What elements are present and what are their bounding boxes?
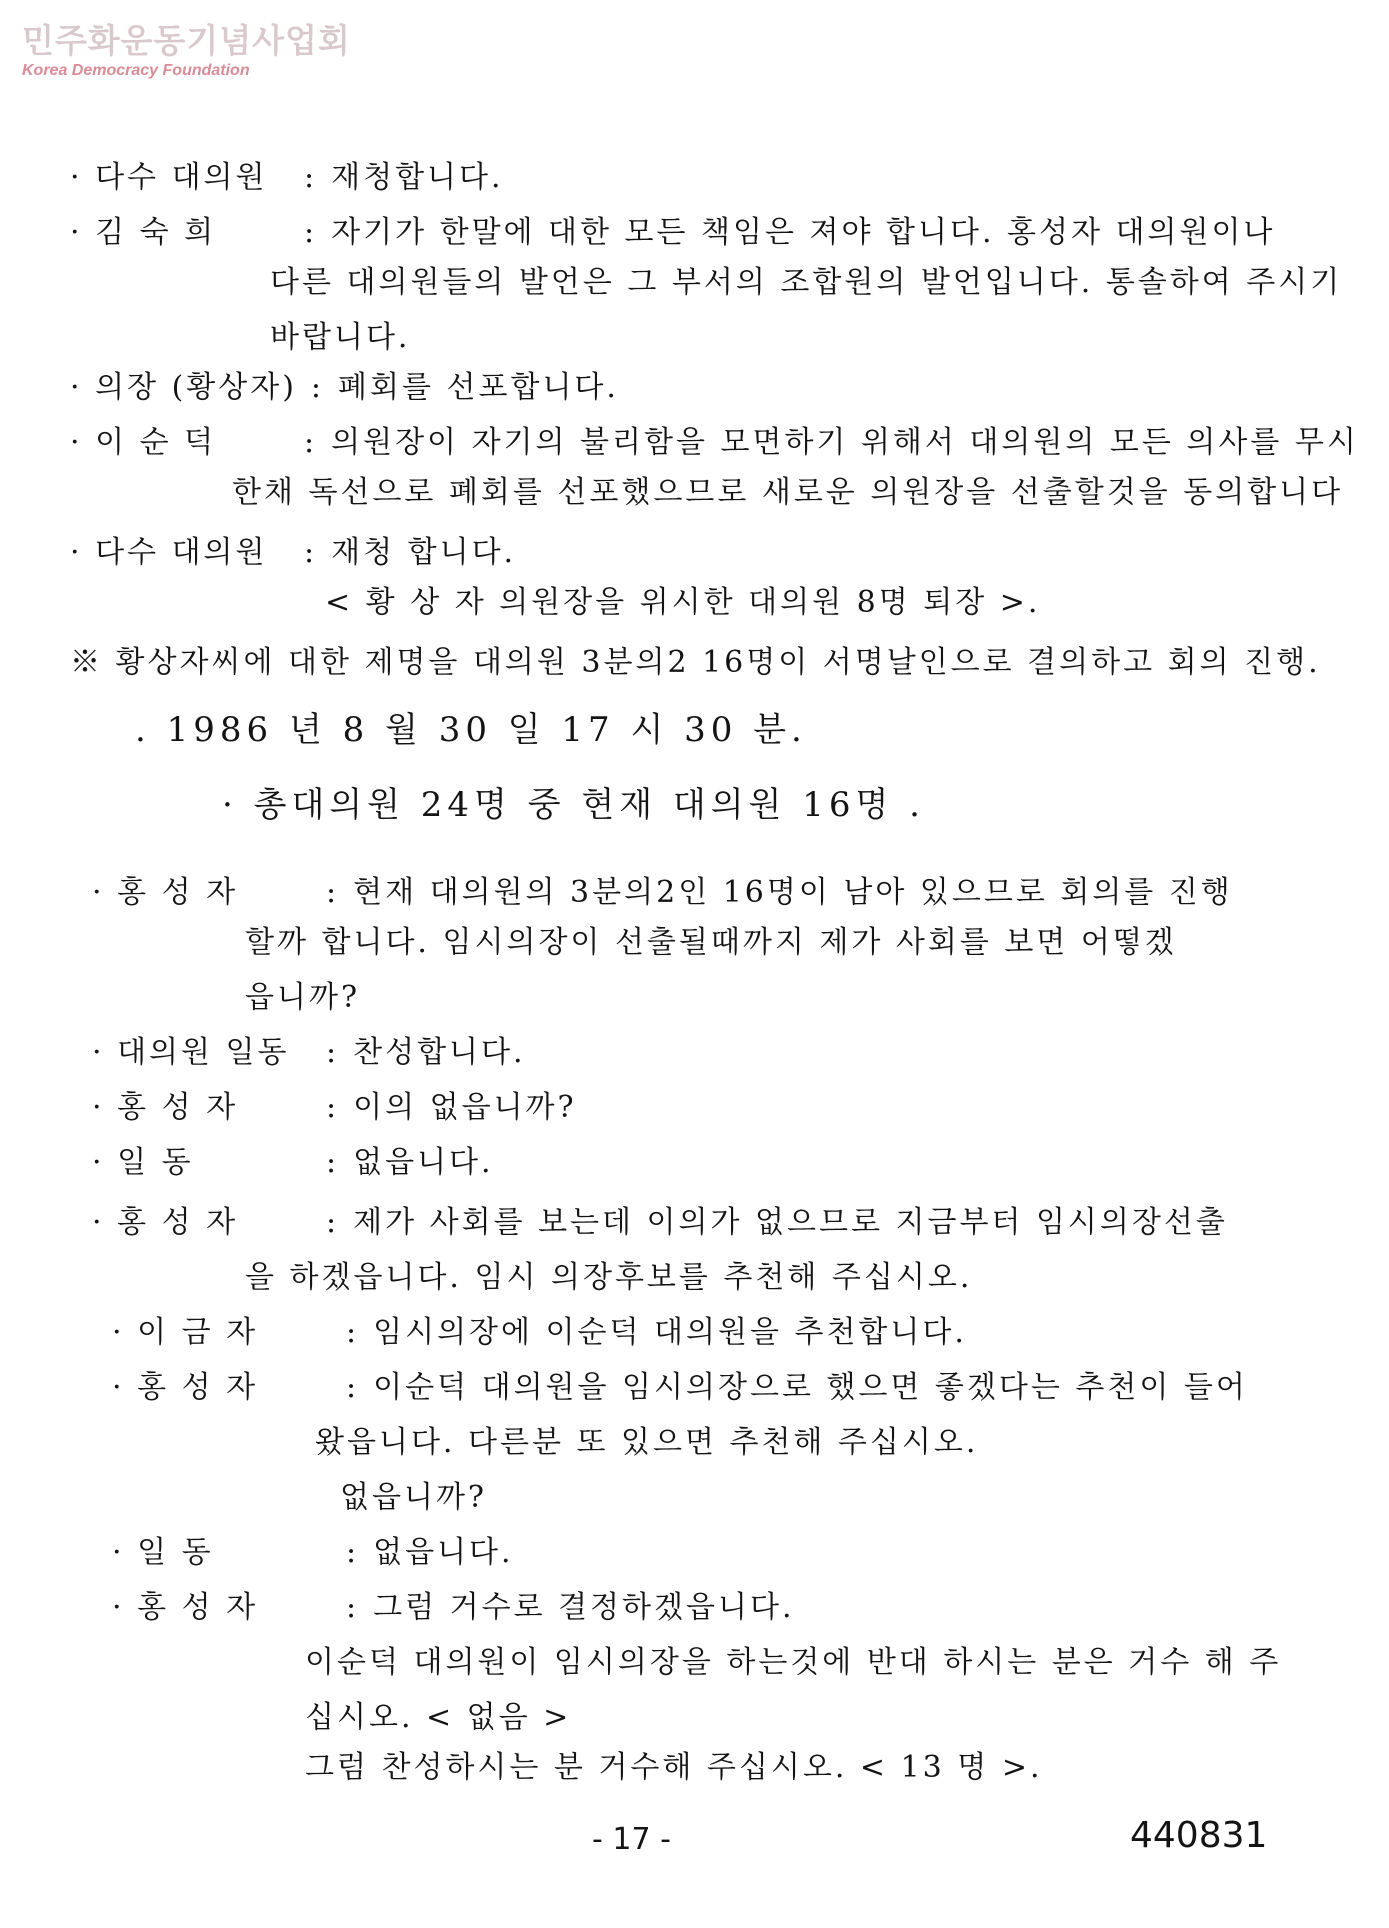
- speaker-separator: :: [346, 1315, 360, 1350]
- watermark: [22, 22, 351, 80]
- speaker-separator: :: [304, 425, 318, 460]
- speech-text: 임시의장에 이순덕 대의원을 추천합니다.: [373, 1315, 967, 1350]
- speech-text: 찬성합니다.: [353, 1035, 526, 1070]
- speech-text: 왔읍니다. 다른분 또 있으면 추천해 주십시오.: [315, 1425, 979, 1460]
- speaker-name: · 다수 대의원: [70, 535, 268, 570]
- minutes-line: [232, 473, 1343, 513]
- minutes-line: [70, 643, 1321, 683]
- speaker-separator: :: [346, 1590, 360, 1625]
- minutes-line: [245, 923, 1177, 963]
- speaker-name: · 김 숙 희: [70, 215, 217, 250]
- minutes-line: [270, 318, 410, 358]
- minutes-line: [305, 1643, 1281, 1683]
- minutes-line: [325, 583, 1040, 623]
- speaker-separator: :: [326, 1145, 340, 1180]
- speaker-separator: :: [304, 535, 318, 570]
- speaker-separator: :: [326, 1035, 340, 1070]
- speech-text: 바랍니다.: [270, 320, 411, 355]
- minutes-line: [92, 873, 1233, 913]
- speaker-separator: :: [304, 215, 318, 250]
- minutes-line: [92, 1203, 1228, 1243]
- speaker-name: · 이 금 자: [112, 1315, 259, 1350]
- minutes-line: [70, 368, 619, 408]
- speaker-name: · 다수 대의원: [70, 160, 268, 195]
- minutes-line: [315, 1423, 978, 1463]
- speech-text: 그럼 찬성하시는 분 거수해 주십시오. < 13 명 >.: [305, 1750, 1043, 1785]
- speaker-name: · 이 순 덕: [70, 425, 217, 460]
- speaker-separator: :: [326, 1205, 340, 1240]
- minutes-line: [112, 1313, 967, 1353]
- minutes-line: [92, 1143, 494, 1183]
- watermark-org-korean: 민주화운동기념사업회: [22, 21, 351, 60]
- speech-text: 없읍니까?: [340, 1480, 488, 1515]
- minutes-line: [92, 1088, 577, 1128]
- minutes-line: [92, 1033, 526, 1073]
- minutes-line: [135, 710, 807, 750]
- minutes-line: [112, 1533, 514, 1573]
- speech-text: 이순덕 대의원이 임시의장을 하는것에 반대 하시는 분은 거수 해 주: [305, 1645, 1282, 1680]
- speech-text: 을 하겠읍니다. 임시 의장후보를 추천해 주십시오.: [245, 1260, 973, 1295]
- minutes-line: [305, 1698, 571, 1738]
- speech-text: 없읍니다.: [353, 1145, 494, 1180]
- speech-text: . 1986 년 8 월 30 일 17 시 30 분.: [135, 710, 807, 750]
- speaker-separator: :: [346, 1535, 360, 1570]
- minutes-line: [112, 1588, 794, 1628]
- minutes-line: [245, 978, 360, 1018]
- speaker-separator: :: [326, 1090, 340, 1125]
- speaker-name: · 의장 (황상자): [70, 370, 297, 405]
- speaker-name: · 홍 성 자: [92, 875, 239, 910]
- speech-text: < 황 상 자 의원장을 위시한 대의원 8명 퇴장 >.: [325, 585, 1041, 620]
- speech-text: 현재 대의원의 3분의2인 16명이 남아 있으므로 회의를 진행: [353, 875, 1233, 910]
- speech-text: 할까 합니다. 임시의장이 선출될때까지 제가 사회를 보면 어떻겠: [245, 925, 1177, 960]
- speaker-name: · 일 동: [92, 1145, 194, 1180]
- speaker-separator: :: [346, 1370, 360, 1405]
- speech-text: ※ 황상자씨에 대한 제명을 대의원 3분의2 16명이 서명날인으로 결의하고 회의 진행.: [70, 645, 1321, 680]
- minutes-line: [70, 423, 1359, 463]
- speaker-name: · 일 동: [112, 1535, 214, 1570]
- speech-text: 없읍니다.: [373, 1535, 514, 1570]
- speech-text: 이의 없읍니까?: [353, 1090, 577, 1125]
- minutes-line: [70, 158, 504, 198]
- minutes-line: [70, 213, 1275, 253]
- page-number: - 17 -: [592, 1822, 671, 1857]
- minutes-line: [305, 1748, 1043, 1788]
- speech-text: 제가 사회를 보는데 이의가 없으므로 지금부터 임시의장선출: [353, 1205, 1228, 1240]
- speech-text: 의원장이 자기의 불리함을 모면하기 위해서 대의원의 모든 의사를 무시: [331, 425, 1359, 460]
- speech-text: 읍니까?: [245, 980, 361, 1015]
- minutes-line: [112, 1368, 1248, 1408]
- speaker-name: · 대의원 일동: [92, 1035, 290, 1070]
- watermark-org-english: Korea Democracy Foundation: [22, 62, 250, 79]
- speech-text: 재청합니다.: [331, 160, 504, 195]
- speaker-separator: :: [310, 370, 325, 405]
- speech-text: 그럼 거수로 결정하겠읍니다.: [373, 1590, 795, 1625]
- minutes-line: [270, 263, 1342, 303]
- speech-text: 다른 대의원들의 발언은 그 부서의 조합원의 발언입니다. 통솔하여 주시기: [270, 265, 1343, 300]
- speech-text: 재청 합니다.: [331, 535, 517, 570]
- speaker-name: · 홍 성 자: [112, 1590, 259, 1625]
- minutes-line: [222, 785, 925, 825]
- archive-number: 440831: [1130, 1815, 1268, 1856]
- speaker-separator: :: [304, 160, 318, 195]
- minutes-line: [340, 1478, 487, 1518]
- speaker-name: · 홍 성 자: [92, 1205, 239, 1240]
- speech-text: 한채 독선으로 폐회를 선포했으므로 새로운 의원장을 선출할것을 동의합니다: [232, 475, 1344, 510]
- speech-text: 이순덕 대의원을 임시의장으로 했으면 좋겠다는 추천이 들어: [373, 1370, 1248, 1405]
- speaker-name: · 홍 성 자: [92, 1090, 239, 1125]
- minutes-line: [70, 533, 516, 573]
- speech-text: 폐회를 선포합니다.: [338, 370, 619, 405]
- speech-text: 십시오. < 없음 >: [305, 1700, 572, 1735]
- minutes-line: [245, 1258, 972, 1298]
- speech-text: 자기가 한말에 대한 모든 책임은 져야 합니다. 홍성자 대의원이나: [331, 215, 1276, 250]
- speech-text: · 총대의원 24명 중 현재 대의원 16명 .: [222, 785, 925, 825]
- speaker-separator: :: [326, 875, 340, 910]
- speaker-name: · 홍 성 자: [112, 1370, 259, 1405]
